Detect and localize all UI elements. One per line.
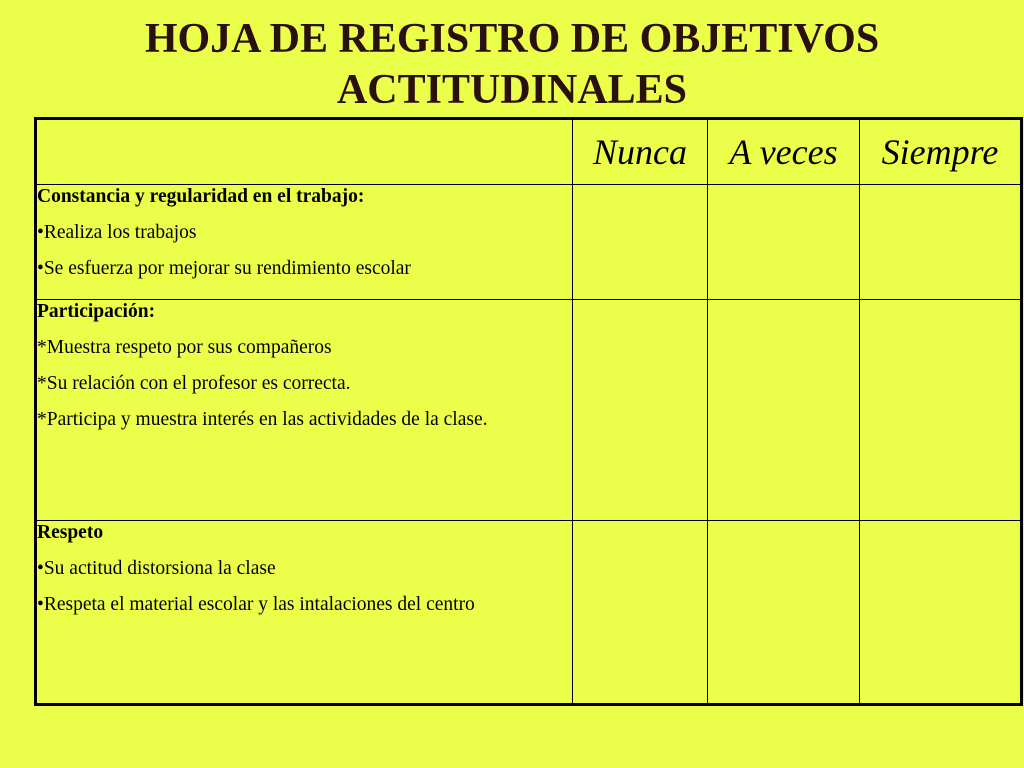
cell-a-veces[interactable] xyxy=(708,185,860,300)
title-line-1: HOJA DE REGISTRO DE OBJETIVOS xyxy=(144,16,880,62)
table-header-row xyxy=(36,119,1022,185)
row-description xyxy=(36,300,573,521)
header-empty-cell xyxy=(36,119,573,185)
row-description xyxy=(36,185,573,300)
title-line-2: ACTITUDINALES xyxy=(336,67,688,113)
cell-nunca[interactable] xyxy=(573,521,708,705)
list-item: *Participa y muestra interés en las actividades de la clase. xyxy=(37,409,488,430)
record-table xyxy=(34,117,1023,706)
list-item: *Su relación con el profesor es correcta. xyxy=(37,373,351,394)
list-item: •Su actitud distorsiona la clase xyxy=(37,558,276,579)
row-description xyxy=(36,521,573,705)
cell-a-veces[interactable] xyxy=(708,300,860,521)
header-nunca: Nunca xyxy=(573,119,708,185)
cell-nunca[interactable] xyxy=(573,185,708,300)
cell-siempre[interactable] xyxy=(860,185,1022,300)
table-row xyxy=(36,521,1022,705)
cell-nunca[interactable] xyxy=(573,300,708,521)
cell-siempre[interactable] xyxy=(860,521,1022,705)
table-row xyxy=(36,300,1022,521)
page-title xyxy=(0,14,1024,116)
list-item: *Muestra respeto por sus compañeros xyxy=(37,337,332,358)
category-constancia: Constancia y regularidad en el trabajo: xyxy=(37,186,365,207)
cell-siempre[interactable] xyxy=(860,300,1022,521)
category-respeto: Respeto xyxy=(37,522,104,543)
table-row xyxy=(36,185,1022,300)
list-item: •Respeta el material escolar y las intalaciones del centro xyxy=(37,594,475,615)
list-item: •Realiza los trabajos xyxy=(37,222,197,243)
header-siempre: Siempre xyxy=(860,119,1022,185)
header-a-veces: A veces xyxy=(708,119,860,185)
list-item: •Se esfuerza por mejorar su rendimiento escolar xyxy=(37,258,411,279)
category-participacion: Participación: xyxy=(37,301,156,322)
cell-a-veces[interactable] xyxy=(708,521,860,705)
